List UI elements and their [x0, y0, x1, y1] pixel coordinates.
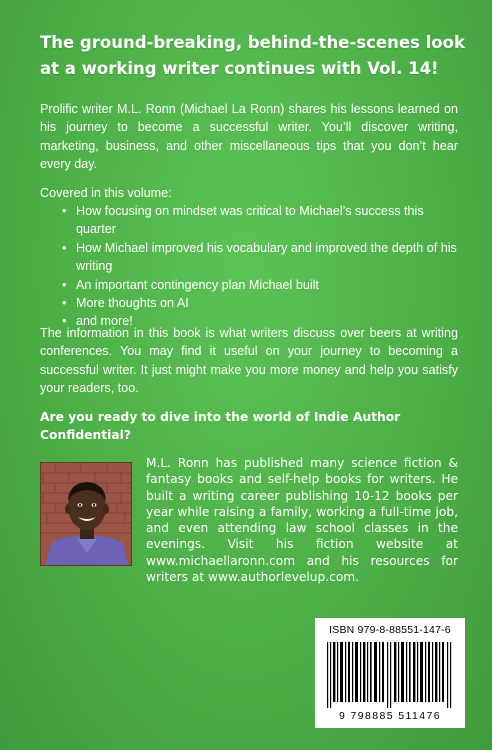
- headline: The ground-breaking, behind-the-scenes look at a working writer continues with Vol. 14!: [40, 33, 465, 78]
- list-item: • More thoughts on AI: [62, 294, 462, 312]
- isbn-label: ISBN 979-8-88551-147-6: [329, 624, 451, 636]
- isbn-barcode: [315, 618, 465, 728]
- author-bio: M.L. Ronn has published many science fiction & fantasy books and self-help books for writers. He built a writing career publishing 10-12 books per year while raising a family, working a full-time job, and even attending law school classes in the evenings. Visit his fiction website at www.michaellaronn.com and his resources for writers at www.authorlevelup.com.: [146, 456, 458, 585]
- list-item: • An important contingency plan Michael built: [62, 276, 462, 294]
- covered-label: Covered in this volume:: [40, 186, 172, 200]
- barcode-bars: [323, 642, 457, 708]
- list-item: • and more!: [62, 312, 462, 330]
- covered-list: [62, 202, 462, 331]
- author-photo-illustration: [41, 463, 132, 566]
- list-item: • How focusing on mindset was critical to Michael’s success this quarter: [62, 202, 462, 239]
- barcode-number: 9 798885 511476: [339, 710, 441, 722]
- question-line: Are you ready to dive into the world of Indie Author Confidential?: [40, 410, 401, 442]
- list-item: • How Michael improved his vocabulary and improved the depth of his writing: [62, 239, 462, 276]
- info-paragraph: The information in this book is what writers discuss over beers at writing conferences. You may find it useful on your journey to becoming a successful writer. It just might make you more money and help you satisfy your readers, too.: [40, 326, 458, 395]
- author-photo: [40, 462, 132, 566]
- intro-paragraph: Prolific writer M.L. Ronn (Michael La Ronn) shares his lessons learned on his journey to become a successful writer. You’ll discover writing, marketing, business, and other miscellaneous tips that you don’t hear every day.: [40, 102, 458, 171]
